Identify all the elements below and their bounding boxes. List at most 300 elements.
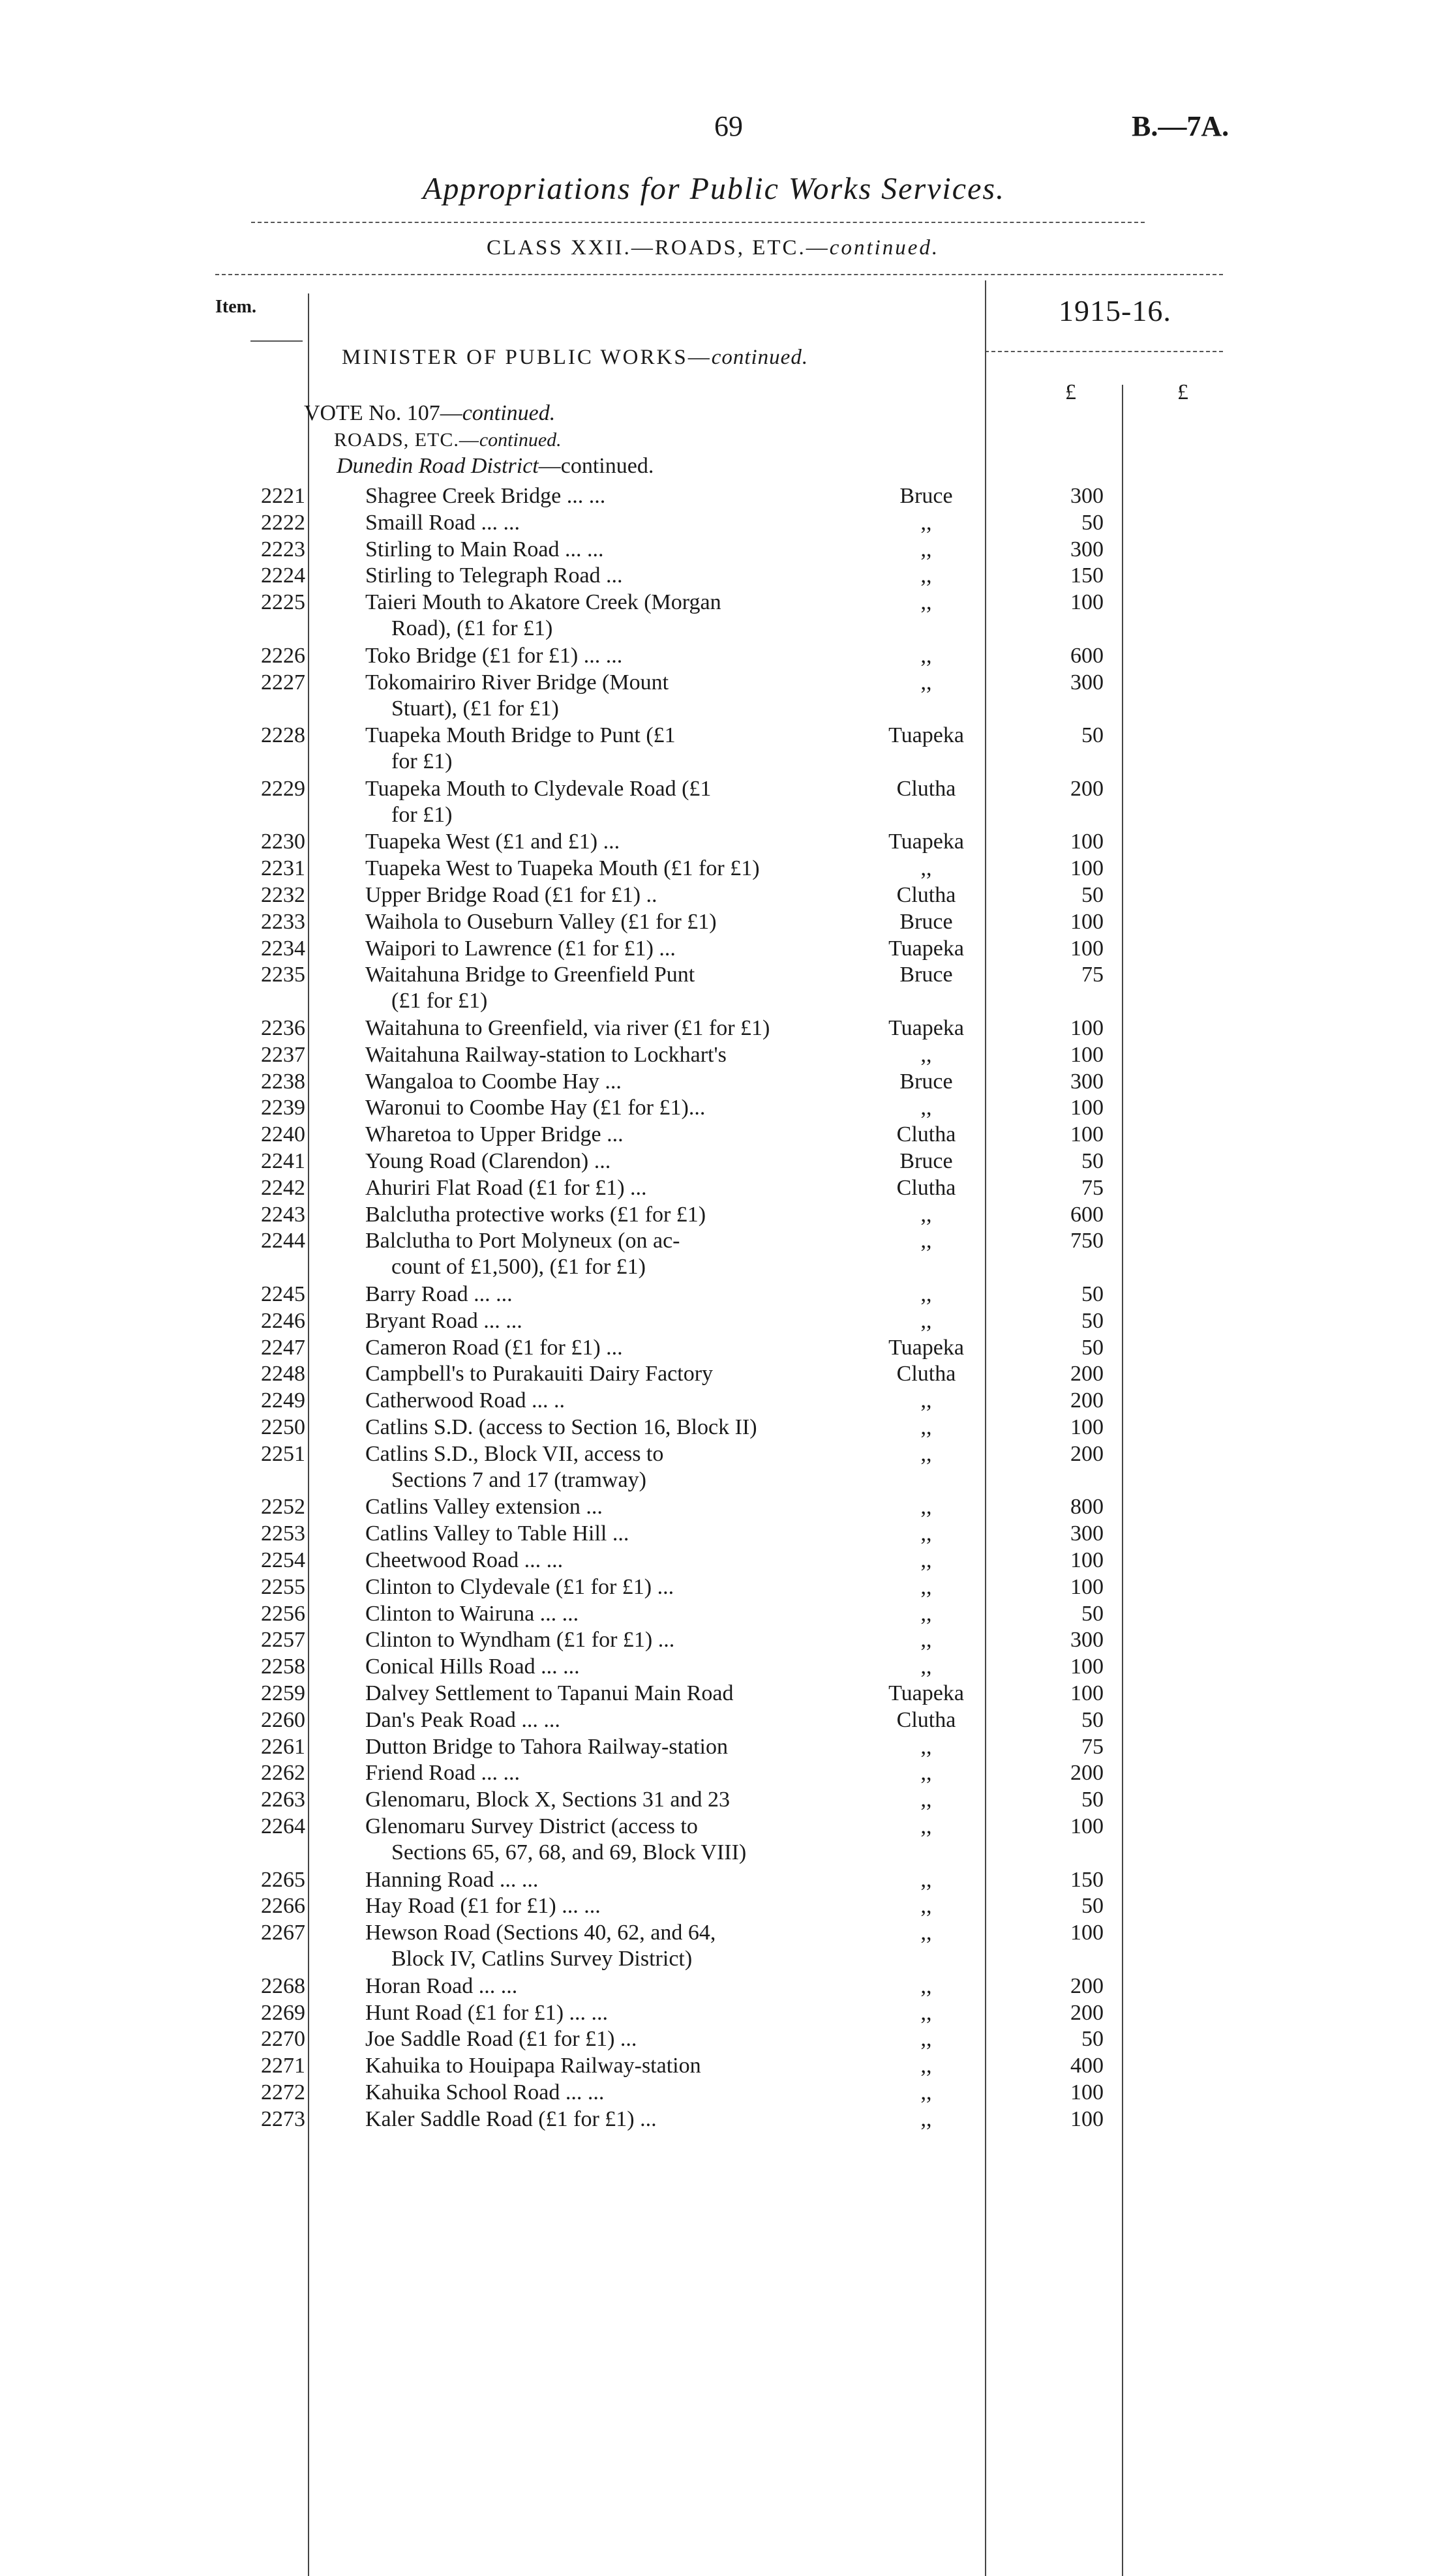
- item-description: Cheetwood Road ... ...: [365, 1548, 564, 1572]
- item-number: 2270: [261, 2027, 305, 2052]
- item-amount: 100: [1070, 1921, 1104, 1945]
- item-number: 2255: [261, 1574, 305, 1599]
- title-rule: [251, 222, 1145, 223]
- item-amount: 50: [1081, 1788, 1104, 1812]
- item-number: 2260: [261, 1707, 305, 1732]
- item-district: ,,: [920, 856, 932, 881]
- item-description: Hay Road (£1 for £1) ... ...: [365, 1894, 601, 1919]
- item-district: ,,: [920, 1441, 932, 1466]
- table-row: [0, 1016, 1433, 1042]
- table-row: [0, 776, 1433, 827]
- item-number: 2264: [261, 1814, 305, 1838]
- item-amount: 150: [1070, 1867, 1104, 1892]
- table-row: [0, 910, 1433, 936]
- table-row: [0, 1362, 1433, 1388]
- item-number: 2230: [261, 830, 305, 854]
- item-amount: 75: [1081, 963, 1104, 987]
- item-number: 2272: [261, 2080, 305, 2104]
- item-description: Tuapeka West (£1 and £1) ...: [365, 830, 620, 854]
- item-amount: 50: [1081, 723, 1104, 748]
- item-description: Wharetoa to Upper Bridge ...: [365, 1122, 624, 1147]
- item-amount: 100: [1070, 1122, 1104, 1147]
- item-amount: 100: [1070, 1814, 1104, 1838]
- item-district: Tuapeka: [888, 936, 964, 961]
- item-amount: 100: [1070, 1016, 1104, 1040]
- item-district: ,,: [920, 563, 932, 588]
- item-amount: 100: [1070, 1574, 1104, 1599]
- item-number: 2240: [261, 1122, 305, 1147]
- table-row: [0, 2027, 1433, 2053]
- item-number: 2234: [261, 936, 305, 961]
- class-rule: [215, 274, 1223, 275]
- item-description: Smaill Road ... ...: [365, 510, 520, 535]
- item-description: Tuapeka Mouth Bridge to Punt (£1: [365, 723, 676, 748]
- item-number: 2229: [261, 776, 305, 801]
- vote-heading-text: VOTE No. 107—: [304, 401, 462, 425]
- item-number: 2269: [261, 2000, 305, 2025]
- item-description: Barry Road ... ...: [365, 1282, 513, 1306]
- table-row: [0, 2107, 1433, 2133]
- item-description: Dutton Bridge to Tahora Railway-station: [365, 1734, 729, 1759]
- item-description: Joe Saddle Road (£1 for £1) ...: [365, 2027, 637, 2052]
- item-amount: 200: [1070, 1761, 1104, 1786]
- item-amount: 75: [1081, 1175, 1104, 1200]
- item-description-continued: Sections 7 and 17 (tramway): [391, 1467, 646, 1492]
- item-description: Shagree Creek Bridge ... ...: [365, 484, 606, 508]
- item-description: Stirling to Telegraph Road ...: [365, 563, 623, 588]
- item-number: 2244: [261, 1229, 305, 1253]
- table-row: [0, 1548, 1433, 1574]
- item-number: 2243: [261, 1202, 305, 1227]
- class-heading: [487, 236, 939, 260]
- table-row: [0, 2001, 1433, 2027]
- item-number: 2273: [261, 2106, 305, 2131]
- item-description: Dan's Peak Road ... ...: [365, 1707, 560, 1732]
- minister-heading: [342, 346, 808, 370]
- item-description: Hunt Road (£1 for £1) ... ...: [365, 2000, 609, 2025]
- item-number: 2257: [261, 1628, 305, 1653]
- item-amount: 100: [1070, 2106, 1104, 2131]
- item-description: Kahuika School Road ... ...: [365, 2080, 605, 2104]
- item-district: Clutha: [896, 1122, 956, 1147]
- item-district: ,,: [920, 1548, 932, 1572]
- item-district: ,,: [920, 1814, 932, 1838]
- item-amount: 100: [1070, 856, 1104, 881]
- item-number: 2268: [261, 1973, 305, 1998]
- roads-heading-continued: continued.: [479, 429, 562, 451]
- item-description: Taieri Mouth to Akatore Creek (Morgan: [365, 590, 721, 615]
- item-description: Clinton to Wairuna ... ...: [365, 1601, 579, 1626]
- item-description: Conical Hills Road ... ...: [365, 1655, 580, 1679]
- table-row: [0, 1521, 1433, 1548]
- year-header-rule: [985, 351, 1223, 352]
- item-district: ,,: [920, 1042, 932, 1067]
- district-heading: [337, 454, 654, 479]
- item-number: 2253: [261, 1521, 305, 1546]
- item-description: Ahuriri Flat Road (£1 for £1) ...: [365, 1175, 647, 1200]
- item-number: 2246: [261, 1308, 305, 1333]
- item-district: ,,: [920, 1229, 932, 1253]
- pound-symbol-2: £: [1177, 380, 1188, 404]
- item-district: ,,: [920, 1921, 932, 1945]
- item-amount: 100: [1070, 909, 1104, 934]
- item-description: Tuapeka Mouth to Clydevale Road (£1: [365, 776, 712, 801]
- table-row: [0, 1761, 1433, 1787]
- item-description: Catlins Valley to Table Hill ...: [365, 1521, 629, 1546]
- table-row: [0, 1149, 1433, 1175]
- item-number: 2232: [261, 883, 305, 907]
- table-row: [0, 1681, 1433, 1707]
- item-district: ,,: [920, 1574, 932, 1599]
- table-row: [0, 1788, 1433, 1814]
- item-description: Waitahuna Railway-station to Lockhart's: [365, 1042, 727, 1067]
- item-amount: 100: [1070, 830, 1104, 854]
- table-row: [0, 963, 1433, 1013]
- item-district: ,,: [920, 1761, 932, 1786]
- item-amount: 50: [1081, 1335, 1104, 1360]
- item-amount: 50: [1081, 2027, 1104, 2052]
- item-description-continued: Stuart), (£1 for £1): [391, 696, 559, 721]
- item-number: 2239: [261, 1096, 305, 1120]
- table-row: [0, 1336, 1433, 1362]
- item-district: Clutha: [896, 1707, 956, 1732]
- item-number: 2258: [261, 1655, 305, 1679]
- item-amount: 400: [1070, 2054, 1104, 2078]
- table-row: [0, 723, 1433, 774]
- item-number: 2266: [261, 1894, 305, 1919]
- item-amount: 300: [1070, 484, 1104, 508]
- item-number: 2222: [261, 510, 305, 535]
- item-number: 2238: [261, 1069, 305, 1094]
- district-heading-name: Dunedin Road District: [337, 454, 539, 478]
- item-district: Clutha: [896, 883, 956, 907]
- table-row: [0, 1122, 1433, 1148]
- minister-heading-continued: continued.: [711, 346, 809, 369]
- item-description: Friend Road ... ...: [365, 1761, 520, 1786]
- item-amount: 50: [1081, 1282, 1104, 1306]
- item-description: Waipori to Lawrence (£1 for £1) ...: [365, 936, 676, 961]
- item-description-continued: Block IV, Catlins Survey District): [391, 1947, 693, 1971]
- item-description: Kahuika to Houipapa Railway-station: [365, 2054, 701, 2078]
- item-number: 2241: [261, 1149, 305, 1173]
- item-number: 2251: [261, 1441, 305, 1466]
- table-row: [0, 1655, 1433, 1681]
- item-description: Catherwood Road ... ..: [365, 1388, 565, 1413]
- item-column-header: Item.: [215, 297, 256, 317]
- table-row: [0, 1070, 1433, 1096]
- item-amount: 100: [1070, 1681, 1104, 1705]
- table-row: [0, 1921, 1433, 1971]
- item-amount: 100: [1070, 1655, 1104, 1679]
- roads-heading: [334, 429, 562, 451]
- amount-column-rule: [1122, 385, 1123, 2576]
- item-amount: 50: [1081, 1149, 1104, 1173]
- table-row: [0, 563, 1433, 590]
- item-district: ,,: [920, 1655, 932, 1679]
- item-amount: 50: [1081, 1308, 1104, 1333]
- table-row: [0, 1868, 1433, 1894]
- item-description-continued: count of £1,500), (£1 for £1): [391, 1255, 646, 1280]
- item-amount: 150: [1070, 563, 1104, 588]
- item-number: 2227: [261, 670, 305, 695]
- item-number: 2256: [261, 1601, 305, 1626]
- table-row: [0, 644, 1433, 670]
- item-amount: 50: [1081, 1707, 1104, 1732]
- table-row: [0, 2080, 1433, 2106]
- table-row: [0, 1602, 1433, 1628]
- item-description: Glenomaru Survey District (access to: [365, 1814, 698, 1838]
- item-district: ,,: [920, 643, 932, 668]
- table-row: [0, 1575, 1433, 1601]
- item-description: Catlins S.D. (access to Section 16, Block II): [365, 1415, 757, 1439]
- item-district: Clutha: [896, 776, 956, 801]
- item-district: Bruce: [899, 484, 953, 508]
- table-row: [0, 1415, 1433, 1441]
- item-district: Bruce: [899, 963, 953, 987]
- item-district: ,,: [920, 1521, 932, 1546]
- item-amount: 100: [1070, 1096, 1104, 1120]
- item-district: ,,: [920, 670, 932, 695]
- item-district: ,,: [920, 1973, 932, 1998]
- pound-symbol-1: £: [1065, 380, 1076, 404]
- item-description: Catlins S.D., Block VII, access to: [365, 1441, 664, 1466]
- item-district: ,,: [920, 1308, 932, 1333]
- item-number: 2221: [261, 484, 305, 508]
- item-number: 2252: [261, 1495, 305, 1520]
- item-number: 2267: [261, 1921, 305, 1945]
- table-row: [0, 1388, 1433, 1415]
- item-district: ,,: [920, 1282, 932, 1306]
- item-number: 2263: [261, 1788, 305, 1812]
- roads-heading-text: ROADS, ETC.—: [334, 429, 479, 451]
- table-row: [0, 883, 1433, 909]
- item-description-continued: (£1 for £1): [391, 989, 488, 1013]
- item-district: Tuapeka: [888, 1335, 964, 1360]
- item-description: Stirling to Main Road ... ...: [365, 537, 604, 562]
- item-description: Tuapeka West to Tuapeka Mouth (£1 for £1): [365, 856, 760, 881]
- item-description: Tokomairiro River Bridge (Mount: [365, 670, 669, 695]
- item-description: Waronui to Coombe Hay (£1 for £1)...: [365, 1096, 706, 1120]
- item-number: 2228: [261, 723, 305, 748]
- item-amount: 50: [1081, 1894, 1104, 1919]
- item-amount: 50: [1081, 510, 1104, 535]
- item-amount: 50: [1081, 1601, 1104, 1626]
- table-row: [0, 1628, 1433, 1654]
- item-district: ,,: [920, 1096, 932, 1120]
- item-amount: 100: [1070, 1042, 1104, 1067]
- item-district: ,,: [920, 2000, 932, 2025]
- table-row: [0, 670, 1433, 721]
- item-district: ,,: [920, 1495, 932, 1520]
- vote-heading-continued: continued.: [462, 401, 556, 425]
- item-amount: 200: [1070, 1362, 1104, 1386]
- table-row: [0, 1894, 1433, 1920]
- item-district: ,,: [920, 1388, 932, 1413]
- item-description: Waihola to Ouseburn Valley (£1 for £1): [365, 909, 717, 934]
- item-description: Horan Road ... ...: [365, 1973, 518, 1998]
- item-description: Young Road (Clarendon) ...: [365, 1149, 611, 1173]
- item-number: 2250: [261, 1415, 305, 1439]
- item-amount: 300: [1070, 1628, 1104, 1653]
- item-district: ,,: [920, 2106, 932, 2131]
- item-district: ,,: [920, 1415, 932, 1439]
- table-row: [0, 1974, 1433, 2000]
- table-row: [0, 830, 1433, 856]
- table-row: [0, 1708, 1433, 1734]
- table-row: [0, 1495, 1433, 1521]
- item-header-rule: [250, 340, 303, 342]
- item-description-continued: Sections 65, 67, 68, and 69, Block VIII): [391, 1840, 747, 1865]
- table-row: [0, 1309, 1433, 1335]
- item-number: 2249: [261, 1388, 305, 1413]
- item-number: 2236: [261, 1016, 305, 1040]
- item-amount: 200: [1070, 776, 1104, 801]
- item-number: 2225: [261, 590, 305, 615]
- class-heading-continued: continued.: [829, 236, 940, 260]
- item-number: 2245: [261, 1282, 305, 1306]
- item-amount: 100: [1070, 936, 1104, 961]
- item-district: ,,: [920, 2080, 932, 2104]
- page-title: Appropriations for Public Works Services.: [423, 172, 1006, 206]
- class-heading-text: CLASS XXII.—ROADS, ETC.—: [487, 236, 830, 260]
- item-district: ,,: [920, 510, 932, 535]
- item-description: Hewson Road (Sections 40, 62, and 64,: [365, 1921, 716, 1945]
- item-district: Clutha: [896, 1175, 956, 1200]
- item-amount: 800: [1070, 1495, 1104, 1520]
- item-district: ,,: [920, 1867, 932, 1892]
- item-number: 2271: [261, 2054, 305, 2078]
- item-description: Balclutha to Port Molyneux (on ac-: [365, 1229, 680, 1253]
- table-row: [0, 1814, 1433, 1865]
- item-amount: 100: [1070, 590, 1104, 615]
- item-description: Upper Bridge Road (£1 for £1) ..: [365, 883, 657, 907]
- item-district: ,,: [920, 2027, 932, 2052]
- item-district: Tuapeka: [888, 723, 964, 748]
- table-row: [0, 2054, 1433, 2080]
- item-number: 2233: [261, 909, 305, 934]
- item-amount: 100: [1070, 1415, 1104, 1439]
- item-description-continued: for £1): [391, 802, 453, 827]
- item-number: 2226: [261, 643, 305, 668]
- table-row: [0, 1735, 1433, 1761]
- item-district: ,,: [920, 1788, 932, 1812]
- item-description: Catlins Valley extension ...: [365, 1495, 603, 1520]
- table-row: [0, 1282, 1433, 1308]
- item-amount: 300: [1070, 1521, 1104, 1546]
- item-description-continued: Road), (£1 for £1): [391, 616, 553, 641]
- item-district: ,,: [920, 1202, 932, 1227]
- table-row: [0, 856, 1433, 882]
- item-number: 2261: [261, 1734, 305, 1759]
- item-amount: 100: [1070, 1548, 1104, 1572]
- item-description: Hanning Road ... ...: [365, 1867, 539, 1892]
- item-district: Bruce: [899, 909, 953, 934]
- item-description: Campbell's to Purakauiti Dairy Factory: [365, 1362, 714, 1386]
- item-description: Glenomaru, Block X, Sections 31 and 23: [365, 1788, 731, 1812]
- item-amount: 200: [1070, 1441, 1104, 1466]
- vote-heading: [304, 401, 555, 426]
- item-description: Balclutha protective works (£1 for £1): [365, 1202, 706, 1227]
- item-district: Tuapeka: [888, 830, 964, 854]
- item-district: ,,: [920, 590, 932, 615]
- item-description: Wangaloa to Coombe Hay ...: [365, 1069, 622, 1094]
- item-number: 2235: [261, 963, 305, 987]
- table-row: [0, 1203, 1433, 1229]
- item-number: 2254: [261, 1548, 305, 1572]
- table-row: [0, 590, 1433, 641]
- item-amount: 75: [1081, 1734, 1104, 1759]
- item-district: Clutha: [896, 1362, 956, 1386]
- item-amount: 600: [1070, 643, 1104, 668]
- item-description: Waitahuna Bridge to Greenfield Punt: [365, 963, 695, 987]
- item-number: 2247: [261, 1335, 305, 1360]
- document-reference: B.—7A.: [1132, 110, 1229, 142]
- district-heading-continued: —continued.: [538, 454, 654, 478]
- minister-heading-text: MINISTER OF PUBLIC WORKS—: [342, 346, 712, 369]
- item-district: ,,: [920, 537, 932, 562]
- page-number: 69: [714, 110, 743, 142]
- item-description: Cameron Road (£1 for £1) ...: [365, 1335, 623, 1360]
- table-row: [0, 511, 1433, 537]
- item-description: Waitahuna to Greenfield, via river (£1 for £1): [365, 1016, 770, 1040]
- table-row: [0, 1176, 1433, 1202]
- item-amount: 300: [1070, 670, 1104, 695]
- table-row: [0, 1229, 1433, 1280]
- item-amount: 200: [1070, 1973, 1104, 1998]
- item-description: Clinton to Wyndham (£1 for £1) ...: [365, 1628, 675, 1653]
- table-row: [0, 936, 1433, 963]
- item-district: ,,: [920, 1601, 932, 1626]
- item-district: ,,: [920, 2054, 932, 2078]
- item-number: 2265: [261, 1867, 305, 1892]
- item-number: 2248: [261, 1362, 305, 1386]
- item-amount: 600: [1070, 1202, 1104, 1227]
- item-number: 2262: [261, 1761, 305, 1786]
- item-district: Tuapeka: [888, 1016, 964, 1040]
- item-amount: 750: [1070, 1229, 1104, 1253]
- item-amount: 50: [1081, 883, 1104, 907]
- item-description: Clinton to Clydevale (£1 for £1) ...: [365, 1574, 674, 1599]
- table-row: [0, 484, 1433, 510]
- item-description: Toko Bridge (£1 for £1) ... ...: [365, 643, 623, 668]
- item-number: 2242: [261, 1175, 305, 1200]
- item-number: 2224: [261, 563, 305, 588]
- item-district: ,,: [920, 1628, 932, 1653]
- item-amount: 200: [1070, 1388, 1104, 1413]
- item-description: Kaler Saddle Road (£1 for £1) ...: [365, 2106, 657, 2131]
- item-district: Tuapeka: [888, 1681, 964, 1705]
- item-description: Dalvey Settlement to Tapanui Main Road: [365, 1681, 734, 1705]
- table-row: [0, 1043, 1433, 1069]
- item-description: Bryant Road ... ...: [365, 1308, 522, 1333]
- table-row: [0, 1441, 1433, 1492]
- item-district: ,,: [920, 1894, 932, 1919]
- item-number: 2259: [261, 1681, 305, 1705]
- item-amount: 300: [1070, 537, 1104, 562]
- item-description-continued: for £1): [391, 749, 453, 774]
- item-amount: 200: [1070, 2000, 1104, 2025]
- table-row: [0, 537, 1433, 563]
- item-number: 2231: [261, 856, 305, 881]
- item-amount: 100: [1070, 2080, 1104, 2104]
- item-district: Bruce: [899, 1149, 953, 1173]
- item-district: Bruce: [899, 1069, 953, 1094]
- item-number: 2237: [261, 1042, 305, 1067]
- item-number: 2223: [261, 537, 305, 562]
- year-column-header: 1915-16.: [1059, 294, 1171, 327]
- item-amount: 300: [1070, 1069, 1104, 1094]
- table-row: [0, 1096, 1433, 1122]
